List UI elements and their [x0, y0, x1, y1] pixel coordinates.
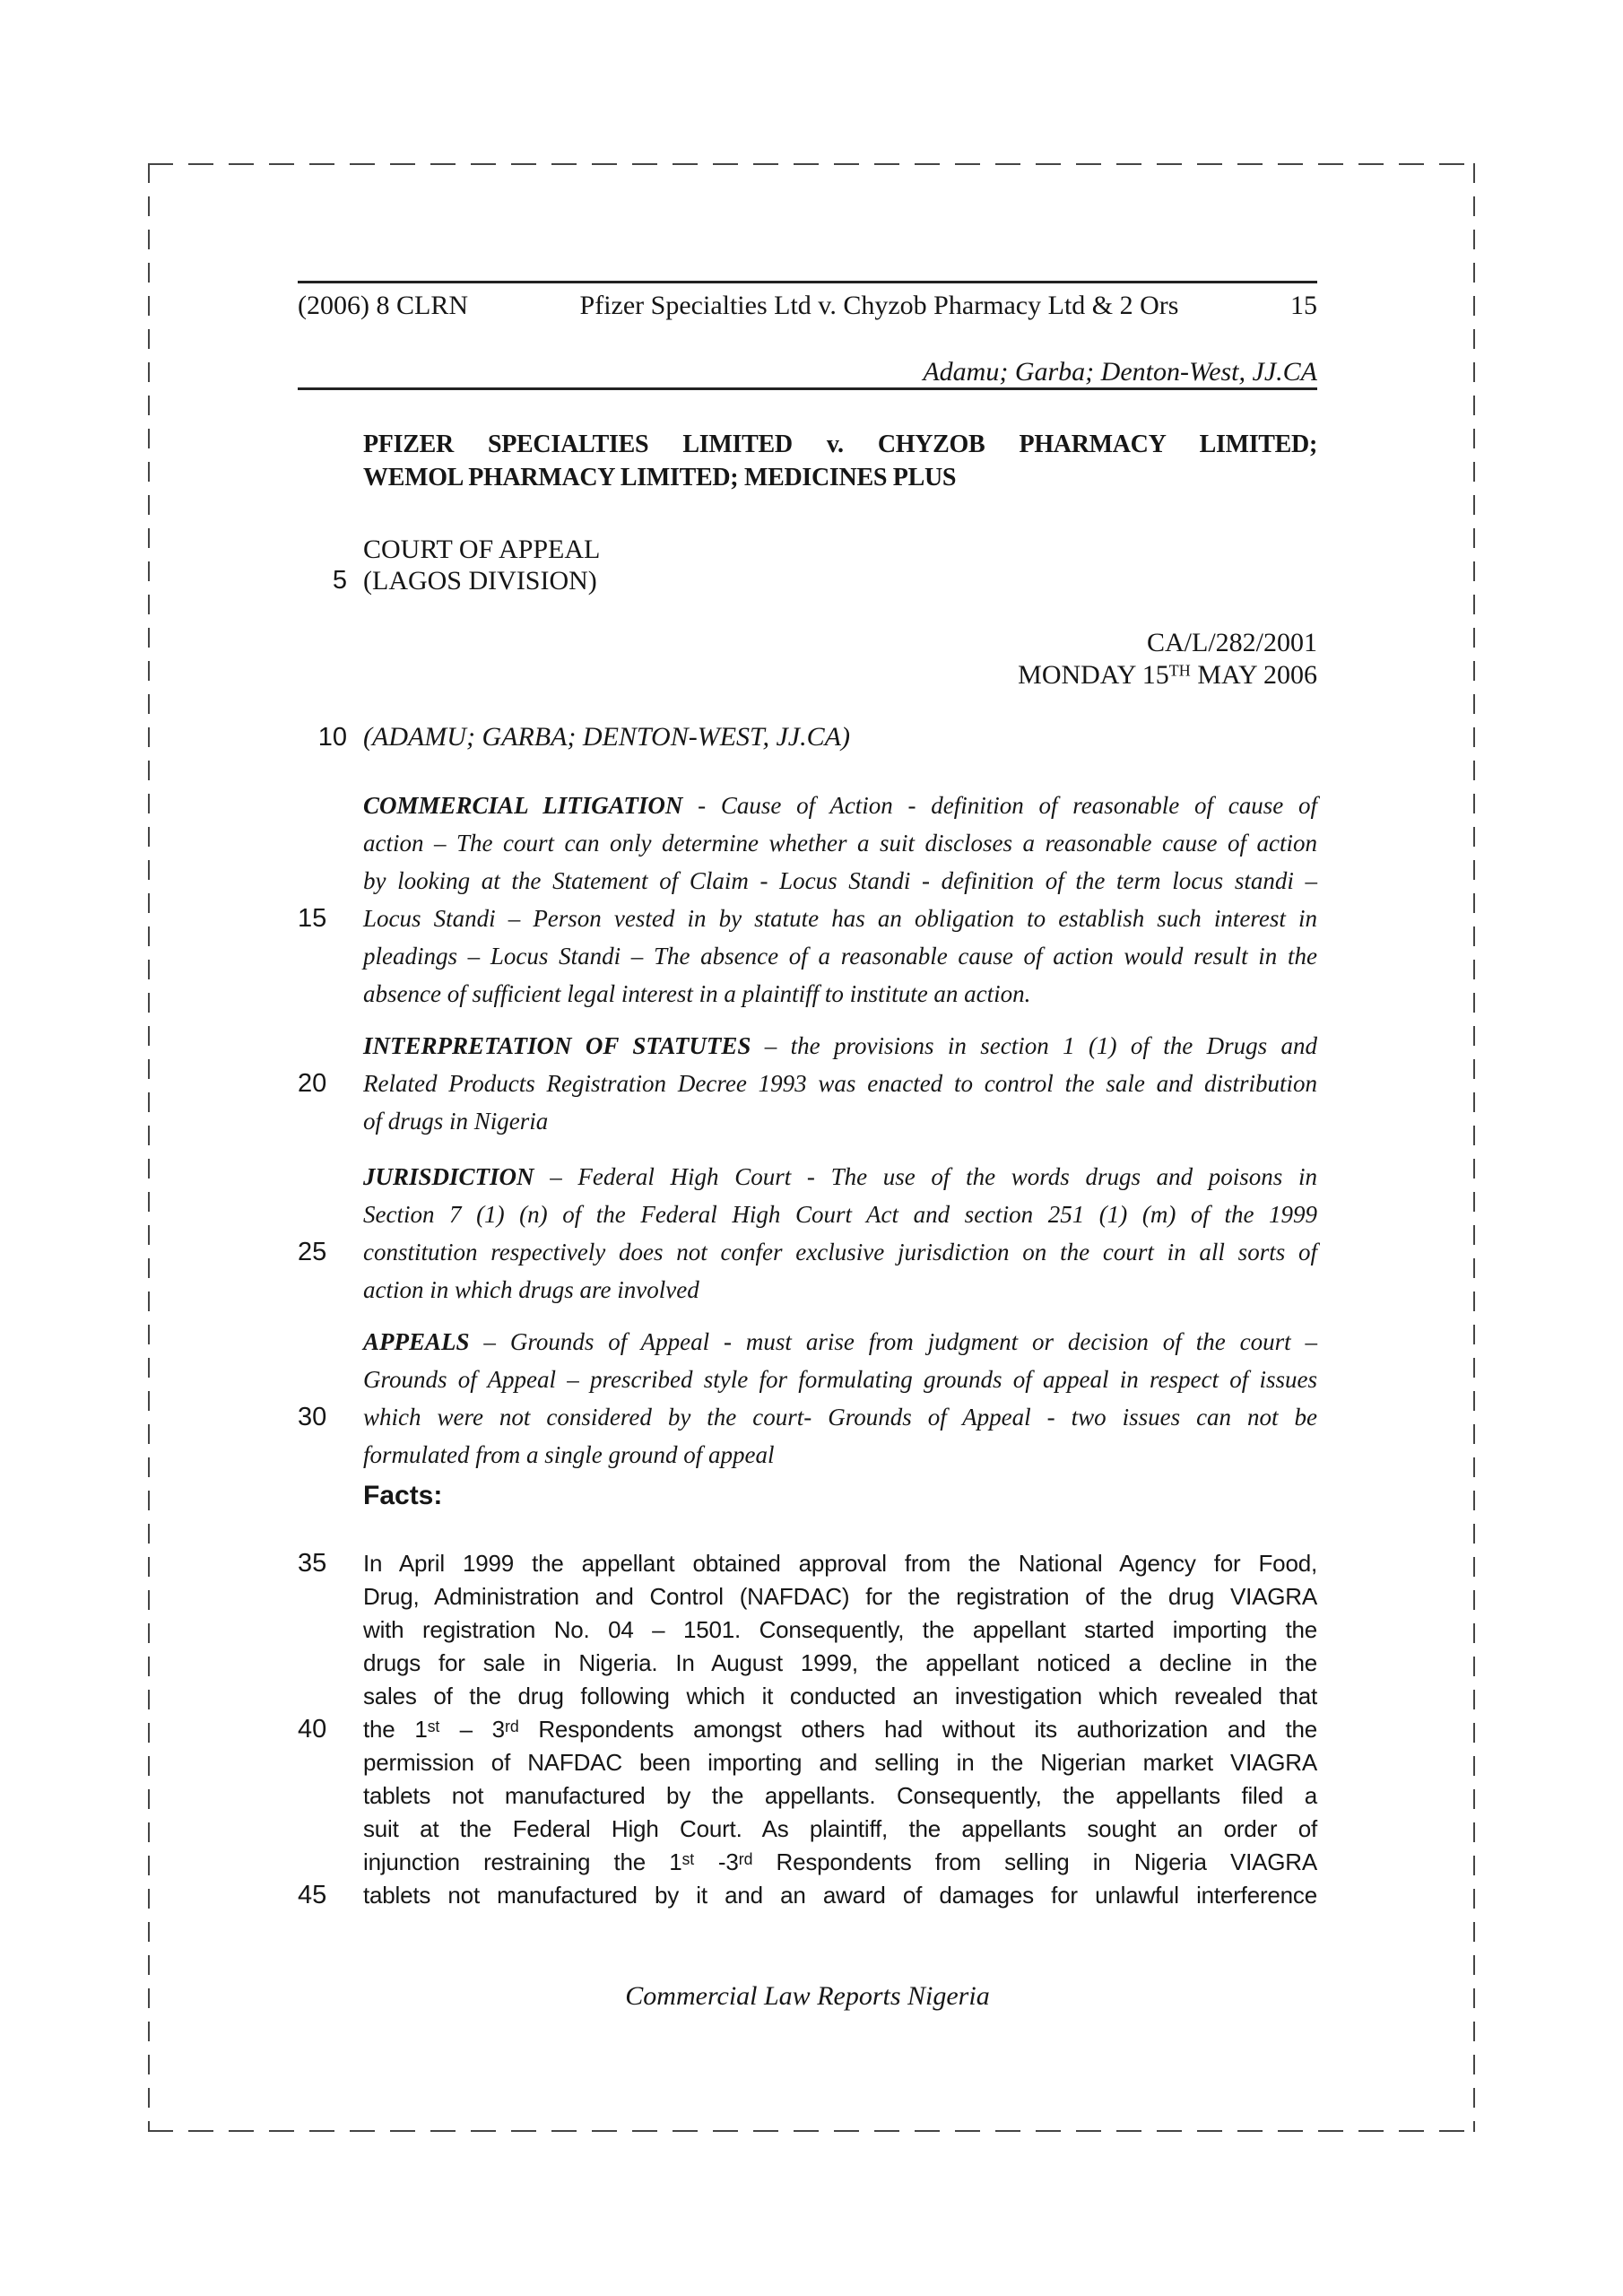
headnote-topic: APPEALS — [363, 1328, 470, 1355]
headnote-text: which were not considered by the court- Grounds of Appeal - two issues can not be — [363, 1404, 1317, 1431]
dashed-border-right — [1473, 163, 1475, 2132]
page-number: 15 — [1289, 291, 1317, 320]
headnote-text: Locus Standi – Person vested in by statute has an obligation to establish such interest in — [363, 905, 1317, 932]
line-number: 20 — [298, 1069, 327, 1098]
headnote-line — [298, 1233, 1317, 1271]
headnote-text: Related Products Registration Decree 1993 was enacted to control the sale and distribution — [363, 1070, 1317, 1097]
footer-imprint: Commercial Law Reports Nigeria — [625, 1981, 990, 2011]
running-case-title: Pfizer Specialties Ltd v. Chyzob Pharmacy Ltd & 2 Ors — [579, 291, 1179, 320]
headnote-text: - Cause of Action - definition of reasonable of cause of — [682, 792, 1317, 819]
facts-line: sales of the drug following which it conducted an investigation which revealed that — [363, 1683, 1317, 1709]
line-number: 25 — [298, 1238, 327, 1266]
line-number: 35 — [298, 1549, 327, 1578]
facts-line: drugs for sale in Nigeria. In August 1999, the appellant noticed a decline in the — [363, 1649, 1317, 1676]
facts-paragraph — [298, 1547, 1317, 1912]
case-number: CA/L/282/2001 — [1146, 628, 1317, 657]
headnote-topic: COMMERCIAL LITIGATION — [363, 792, 683, 819]
citation: (2006) 8 CLRN — [298, 291, 468, 320]
headnote-line — [363, 787, 1317, 824]
headnote-topic: INTERPRETATION OF STATUTES — [363, 1032, 751, 1059]
headnote-interpretation-of-statutes — [298, 1027, 1317, 1140]
dashed-border-left — [148, 163, 150, 2132]
line-number: 5 — [332, 566, 347, 595]
dashed-border-bottom — [148, 2130, 1475, 2132]
headnote-commercial-litigation — [298, 787, 1317, 1013]
header-rule-bottom — [298, 387, 1317, 390]
header-rule-top — [298, 281, 1317, 283]
headnote-line: absence of sufficient legal interest in a plaintiff to institute an action. — [363, 980, 1031, 1007]
line-number: 40 — [298, 1715, 327, 1744]
court-name-line — [363, 534, 1317, 565]
headnote-text: constitution respectively does not confer exclusive jurisdiction on the court in all sorts of — [363, 1239, 1317, 1265]
headnote-appeals — [298, 1323, 1317, 1474]
facts-line: Drug, Administration and Control (NAFDAC) for the registration of the drug VIAGRA — [363, 1583, 1317, 1610]
court-division: (LAGOS DIVISION) — [363, 566, 597, 596]
facts-line: permission of NAFDAC been importing and selling in the Nigerian market VIAGRA — [363, 1749, 1317, 1776]
facts-line — [298, 1547, 1317, 1580]
headnote-line — [363, 1027, 1317, 1065]
case-title-line-2: WEMOL PHARMACY LIMITED; MEDICINES PLUS — [363, 464, 957, 491]
line-number: 30 — [298, 1403, 327, 1431]
headnote-text: – the provisions in section 1 (1) of the Drugs and — [751, 1032, 1317, 1059]
coram-line — [317, 722, 1317, 752]
case-title-line-1: PFIZER SPECIALTIES LIMITED v. CHYZOB PHARMACY LIMITED; — [363, 430, 1317, 458]
case-reference-block — [298, 627, 1317, 691]
coram-block — [298, 722, 1317, 752]
headnote-line: by looking at the Statement of Claim - Locus Standi - definition of the term locus standi – — [363, 867, 1317, 894]
facts-line: suit at the Federal High Court. As plaintiff, the appellants sought an order of — [363, 1815, 1317, 1842]
headnote-jurisdiction — [298, 1158, 1317, 1309]
headnote-line: action in which drugs are involved — [363, 1276, 699, 1303]
running-header — [298, 291, 1317, 321]
headnote-line: formulated from a single ground of appeal — [363, 1441, 775, 1468]
case-title — [298, 428, 1317, 494]
court-name: COURT OF APPEAL — [363, 535, 601, 564]
headnote-topic: JURISDICTION — [363, 1163, 534, 1190]
coram: (ADAMU; GARBA; DENTON-WEST, JJ.CA) — [363, 722, 850, 752]
facts-line — [298, 1713, 1317, 1746]
court-division-line — [332, 565, 1317, 596]
headnote-line — [298, 900, 1317, 937]
facts-line: tablets not manufactured by the appellants. Consequently, the appellants filed a — [363, 1782, 1317, 1809]
page-content — [298, 0, 1317, 2013]
headnote-line: Section 7 (1) (n) of the Federal High Court Act and section 251 (1) (m) of the 1999 — [363, 1201, 1317, 1228]
headnote-line: Grounds of Appeal – prescribed style for formulating grounds of appeal in respect of issues — [363, 1366, 1317, 1393]
headnote-line: pleadings – Locus Standi – The absence of a reasonable cause of action would result in the — [363, 943, 1317, 970]
facts-line — [298, 1879, 1317, 1912]
headnote-line — [298, 1065, 1317, 1102]
decision-date: MONDAY 15ᵀᴴ MAY 2006 — [1018, 660, 1317, 690]
headnote-line — [298, 1398, 1317, 1436]
line-number: 15 — [298, 904, 327, 933]
headnote-line: of drugs in Nigeria — [363, 1108, 549, 1135]
line-number: 10 — [317, 723, 347, 752]
court-block — [298, 534, 1317, 596]
facts-line: with registration No. 04 – 1501. Consequently, the appellant started importing the — [363, 1616, 1317, 1643]
facts-heading: Facts: — [363, 1481, 443, 1510]
headnote-text: – Grounds of Appeal - must arise from judgment or decision of the court – — [469, 1328, 1317, 1355]
headnote-line: action – The court can only determine whether a suit discloses a reasonable cause of action — [363, 830, 1317, 857]
facts-line: injunction restraining the 1ˢᵗ -3ʳᵈ Respondents from selling in Nigeria VIAGRA — [363, 1848, 1317, 1875]
facts-text: the 1ˢᵗ – 3ʳᵈ Respondents amongst others had without its authorization and the — [363, 1716, 1317, 1743]
headnote-line — [363, 1158, 1317, 1196]
running-judges: Adamu; Garba; Denton-West, JJ.CA — [923, 357, 1317, 387]
facts-text: In April 1999 the appellant obtained approval from the National Agency for Food, — [363, 1550, 1317, 1577]
line-number: 45 — [298, 1881, 327, 1909]
facts-text: tablets not manufactured by it and an award of damages for unlawful interference — [363, 1882, 1317, 1909]
headnote-text: – Federal High Court - The use of the words drugs and poisons in — [534, 1163, 1317, 1190]
headnote-line — [363, 1323, 1317, 1361]
